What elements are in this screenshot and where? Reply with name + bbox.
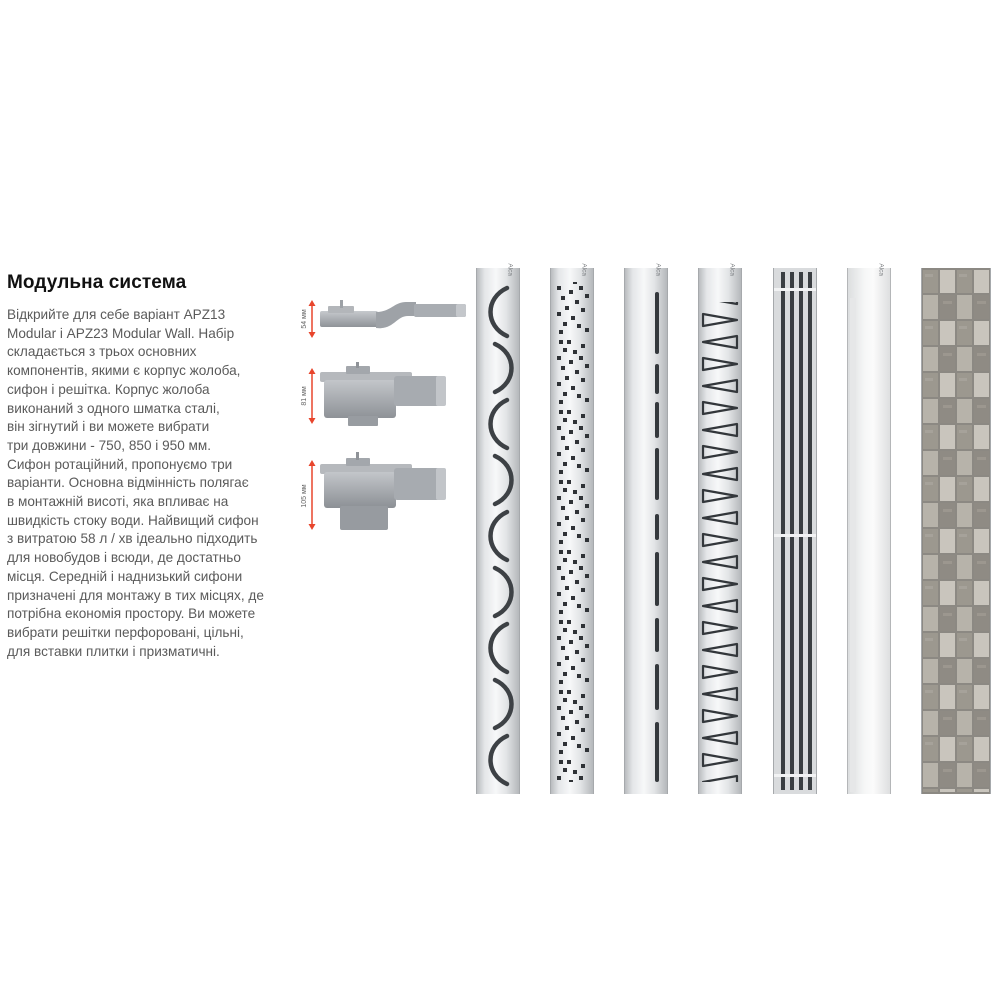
grate-zigzag	[698, 263, 742, 794]
description-line: варіанти. Основна відмінність полягає	[7, 475, 249, 491]
dimension-arrow	[309, 300, 316, 338]
description-line: швидкість стоку води. Найвищий сифон	[7, 512, 259, 528]
grate-slots	[773, 268, 817, 794]
description-line: Сифон ротаційний, пропонуємо три	[7, 456, 233, 472]
description-line: для вставки плитки і призматичні.	[7, 643, 220, 659]
grate-tile-insert	[921, 268, 991, 794]
description-line: з витратою 58 л / хв ідеально підходить	[7, 531, 258, 547]
page-title: Модульна система	[7, 272, 187, 293]
description-line: три довжини - 750, 850 і 950 мм.	[7, 437, 211, 453]
dimension-label: 81 мм	[301, 386, 308, 406]
description-line: потрібна економія простору. Ви можете	[7, 606, 256, 622]
description-line: сифон і решітка. Корпус жолоба	[7, 381, 210, 397]
description-line: для новобудов і всюди, де достатньо	[7, 550, 241, 566]
description-line: Modular і APZ23 Modular Wall. Набір	[7, 325, 235, 341]
brand-logo: Alca	[729, 263, 736, 276]
description-line: призначені для монтажу в тих місцях, де	[7, 587, 264, 603]
grate-squares	[550, 263, 594, 794]
brand-logo: Alca	[878, 263, 885, 276]
brand-logo: Alca	[507, 263, 514, 276]
dimension-label: 105 мм	[301, 484, 308, 508]
grate-wave	[476, 263, 520, 794]
description-line: виконаний з одного шматка сталі,	[7, 400, 220, 416]
description	[7, 306, 297, 661]
dimension-label: 54 мм	[301, 309, 308, 329]
description-line: компонентів, якими є корпус жолоба,	[7, 363, 241, 379]
brand-logo: Alca	[581, 263, 588, 276]
description-line: складається з трьох основних	[7, 344, 197, 360]
grate-dashes	[624, 263, 668, 794]
description-line: вибрати решітки перфоровані, цільні,	[7, 624, 244, 640]
grate-solid	[847, 263, 891, 794]
siphon-low-image	[296, 296, 476, 344]
description-line: місця. Середній і наднизький сифони	[7, 568, 243, 584]
description-line: він зігнутий і ви можете вибрати	[7, 419, 210, 435]
siphon-medium-image	[296, 362, 466, 430]
siphon-high-image	[296, 452, 466, 540]
description-line: Відкрийте для себе варіант APZ13	[7, 307, 226, 322]
description-line: в монтажній висоті, яка впливає на	[7, 494, 229, 510]
brand-logo: Alca	[655, 263, 662, 276]
dimension-arrow	[309, 368, 316, 424]
dimension-arrow	[309, 460, 316, 530]
